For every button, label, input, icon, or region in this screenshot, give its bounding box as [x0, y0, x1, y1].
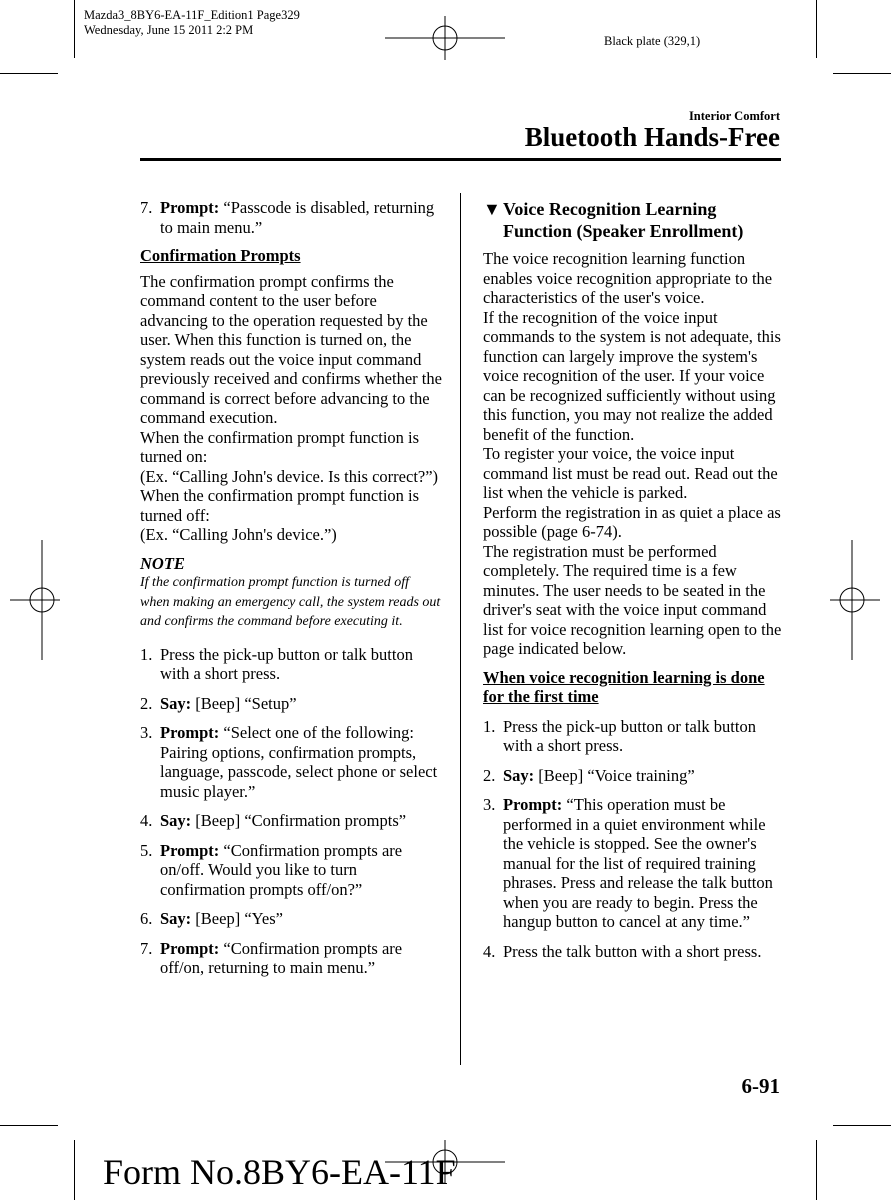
triangle-down-icon: ▼: [483, 199, 501, 219]
subheading: Confirmation Prompts: [140, 246, 301, 265]
steps-list: [140, 645, 442, 978]
list-item: 5. Prompt: “Confirmation prompts are on/off. Would you like to turn confirmation prompts off/on?”: [140, 840, 403, 899]
list-item: 4. Say: [Beep] “Confirmation prompts”: [140, 811, 407, 830]
right-column: [483, 198, 783, 961]
paragraph: The confirmation prompt confirms the command content to the user before advancing to the operation requested by the user. When this function is turned on, the system reads out the voice input command previously received and confirms whether the command is correct before advancing to the command execution.: [140, 271, 442, 427]
note-heading: NOTE: [140, 553, 185, 573]
date-line: Wednesday, June 15 2011 2:2 PM: [84, 23, 254, 37]
crop-mark: [833, 73, 891, 74]
plate-label: Black plate (329,1): [604, 34, 701, 48]
file-line: Mazda3_8BY6-EA-11F_Edition1 Page329: [84, 8, 300, 22]
registration-mark-icon: [830, 540, 880, 660]
crop-mark: [74, 1140, 75, 1200]
column-divider: [460, 193, 461, 1065]
list-item: 7. Prompt: “Passcode is disabled, returning to main menu.”: [140, 198, 435, 237]
paragraph: If the recognition of the voice input commands to the system is not adequate, this function can largely improve the system's voice recognition of the user. If your voice can be recognized sufficiently without using this function, you may not realize the added benefit of the function.: [483, 307, 781, 444]
crop-mark: [833, 1125, 891, 1126]
list-item: 1. Press the pick-up button or talk button with a short press.: [483, 716, 756, 755]
list-item: 3. Prompt: “Select one of the following: Pairing options, confirmation prompts, language, passcode, select phone or select music player.”: [140, 723, 438, 801]
subheading: When voice recognition learning is done for the first time: [483, 667, 765, 706]
crop-mark: [0, 73, 58, 74]
page-number: 6-91: [741, 1074, 780, 1098]
list-item: 1. Press the pick-up button or talk button with a short press.: [140, 644, 413, 683]
note-text: If the confirmation prompt function is turned off when making an emergency call, the system reads out and confirms the command before executing it.: [140, 575, 441, 629]
page-title: Bluetooth Hands-Free: [524, 122, 780, 152]
paragraph: To register your voice, the voice input command list must be read out. Read out the list when the vehicle is parked.: [483, 444, 778, 502]
paragraph: The voice recognition learning function enables voice recognition appropriate to the characteristics of the user's voice.: [483, 249, 773, 307]
crop-mark: [0, 1125, 58, 1126]
print-header: [84, 8, 300, 38]
list-item: 4. Press the talk button with a short press.: [483, 941, 762, 961]
registration-mark-icon: [385, 16, 505, 60]
left-column: [140, 198, 442, 978]
steps-list: [483, 717, 783, 962]
registration-mark-icon: [10, 540, 60, 660]
crop-mark: [816, 1140, 817, 1200]
paragraph: When the confirmation prompt function is turned off:: [140, 486, 420, 525]
list-item: 6. Say: [Beep] “Yes”: [140, 909, 283, 928]
list-item: 2. Say: [Beep] “Voice training”: [483, 765, 695, 785]
list-item: 7. Prompt: “Confirmation prompts are off/on, returning to main menu.”: [140, 938, 403, 977]
crop-mark: [816, 0, 817, 58]
section-label: Interior Comfort: [688, 109, 780, 123]
list-item: 2. Say: [Beep] “Setup”: [140, 693, 297, 713]
paragraph: Perform the registration in as quiet a place as possible (page 6-74).: [483, 502, 781, 541]
title-rule: [140, 158, 781, 161]
paragraph: When the confirmation prompt function is turned on:: [140, 427, 420, 466]
section-heading: ▼ Voice Recognition Learning Function (Speaker Enrollment): [483, 199, 744, 241]
paragraph: The registration must be performed completely. The required time is a few minutes. The user needs to be seated in the driver's seat with the voice input command list for voice recognition learning open to the page indicated below.: [483, 541, 782, 658]
paragraph: (Ex. “Calling John's device.”): [140, 525, 337, 544]
crop-mark: [74, 0, 75, 58]
paragraph: (Ex. “Calling John's device. Is this correct?”): [140, 466, 439, 486]
form-number: Form No.8BY6-EA-11F: [103, 1152, 456, 1192]
list-item: 3. Prompt: “This operation must be performed in a quiet environment while the vehicle is stopped. See the owner's manual for the list of required training phrases. Press and release the talk button when you are ready to begin. Press the hangup button to cancel at any time.”: [483, 795, 773, 931]
